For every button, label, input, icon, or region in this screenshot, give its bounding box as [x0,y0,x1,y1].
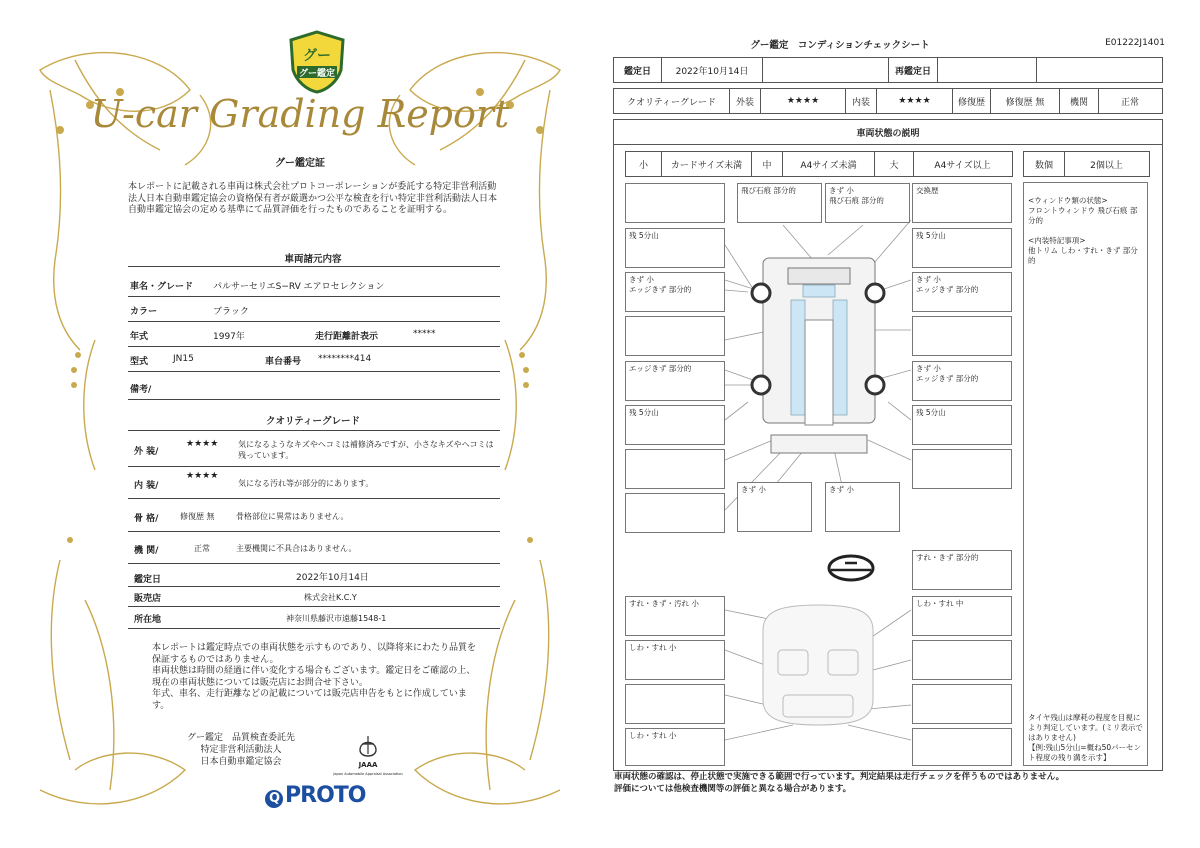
condition-box: きず 小 飛び石痕 部分的 [825,183,910,223]
condition-box: 残 5分山 [912,228,1012,268]
row-color [128,297,500,322]
condition-box: きず 小 エッジきず 部分的 [625,272,725,312]
goo-appraisal-logo [287,30,347,94]
condition-box: きず 小 エッジきず 部分的 [912,361,1012,401]
condition-box: 飛び石痕 部分的 [737,183,822,223]
condition-box [625,316,725,356]
condition-box: すれ・きず 部分的 [912,550,1012,590]
interior-comment: 気になる汚れ等が部分的にあります。 [238,479,374,488]
condition-box: きず 小 [825,482,900,532]
row-remarks [128,375,500,400]
size-large-desc: A4サイズ以上 [934,160,991,171]
size-large: 大 [875,152,914,176]
sheet-title: グー鑑定 コンディションチェックシート [750,40,930,51]
certificate-intro: 本レポートに記載される車両は株式会社プロトコーポレーションが委託する特定非営利活動法人日本自動車鑑定協会の資格保有者が厳選かつ公平な検査を行い特定非営利活動法人日本自動車鑑定協会の定める基準にて品質評価を行ったものであることを証明する。 [128,182,498,215]
condition-box: しわ・すれ 小 [625,640,725,680]
reappraisal-label: 再鑑定日 [889,58,938,82]
condition-box [912,449,1012,489]
association-name: グー鑑定 品質検査委託先 特定非営利活動法人 日本自動車鑑定協会 [186,733,295,767]
color-value: ブラック [213,307,249,317]
condition-box: エッジきず 部分的 [625,361,725,401]
condition-box: きず 小 [737,482,812,532]
condition-box [625,684,725,724]
interior-label: 内装 [846,89,877,113]
engine-value: 正常 [1120,97,1139,108]
engine-comment: 主要機関に不具合はありません。 [236,544,357,553]
frame-comment: 骨格部位に異常はありません。 [236,512,349,521]
condition-box: 残 5分山 [625,405,725,445]
row-exterior [128,434,500,467]
quality-label: クオリティーグレード [614,89,730,113]
name-value: パルサーセリエS−RV エアロセレクション [213,282,385,292]
reappraisal-value [938,58,1037,82]
proto-mark-icon: Q [265,790,283,808]
certificate-note: 本レポートは鑑定時点での車両状態を示すものであり、以降将来にわたり品質を保証するものではありません。 車両状態は時間の経過に伴い変化する場合もございます。鑑定日をご確認の上、現在の車両状態については販売店にお問合せ下さい。 年式、車名、走行距離などの記載については販売店申告をもとに作成しています。 [152,643,477,711]
frame-value: 修復歴 無 [180,512,215,521]
logo-text: グー鑑定 [298,69,336,79]
sheet-footnote: 車両状態の確認は、停止状態で実施できる範囲で行っています。判定結果は走行チェックを伴うものではありません。 評価については他検査機関等の評価と異なる場合があります。 [614,772,1065,794]
repair-value: 修復歴 無 [991,89,1060,113]
interior-stars: ★★★★ [877,89,953,113]
tire-note: タイヤ残山は摩耗の程度を目視により判定しています。(ミリ表示ではありません) 【例:残山5分山=概ね50パーセント程度の残り溝を示す】 [1028,713,1143,762]
year-label: 年式 [130,332,149,342]
dealer-value: 株式会社K.C.Y [304,593,357,602]
engine-label: 機 関/ [134,546,159,556]
size-mid-desc: A4サイズ未満 [783,152,875,176]
exterior-label: 外装 [730,89,761,113]
proto-logo [265,783,365,808]
condition-box [912,728,1012,766]
size-mid: 中 [752,152,783,176]
desc-title: 車両状態の説明 [614,120,1162,145]
interior-label: 内 装/ [134,481,159,491]
engine-value: 正常 [194,544,210,553]
address-label: 所在地 [134,615,162,625]
row-engine [128,535,500,564]
interior-stars: ★★★★ [186,471,219,481]
size-legend [625,151,1013,177]
address-value: 神奈川県藤沢市遠藤1548-1 [286,614,387,623]
condition-box [912,640,1012,680]
condition-box: しわ・すれ 小 [625,728,725,766]
year-value: 1997年 [213,332,245,342]
date-label: 鑑定日 [134,575,162,585]
jaaa-text: JAAA [358,761,378,769]
size-small: 小 [626,152,662,176]
frame-label: 骨 格/ [134,514,159,524]
divider [128,266,500,267]
condition-box [912,316,1012,356]
row-model [128,347,500,372]
condition-box [625,449,725,489]
condition-box: しわ・すれ 中 [912,596,1012,636]
condition-box: 交換歴 [912,183,1012,223]
date-value: 2022年10月14日 [662,58,763,82]
condition-box: 残 5分山 [912,405,1012,445]
row-frame [128,503,500,532]
condition-box [912,684,1012,724]
quality-table [613,88,1163,114]
remarks-label: 備考/ [130,385,152,395]
name-label: 車名・グレード [130,282,194,292]
side-notes-panel [1023,182,1148,766]
row-date [128,566,500,587]
repair-label: 修復歴 [953,89,991,113]
exterior-label: 外 装/ [134,447,159,457]
blank-cell [763,58,889,82]
row-dealer [128,588,500,607]
date-table [613,57,1163,83]
divider [128,430,500,431]
size-small-desc: カードサイズ未満 [662,152,752,176]
engine-label: 機関 [1060,89,1099,113]
mileage-value: ***** [413,329,436,339]
model-value: JN15 [173,354,194,364]
count-label: 数個 [1024,152,1065,176]
condition-box: すれ・きず・汚れ 小 [625,596,725,636]
count-value: 2個以上 [1090,160,1123,171]
row-interior [128,470,500,499]
condition-box [625,493,725,533]
report-script-title: U-car Grading Report [90,92,510,136]
chassis-label: 車台番号 [265,357,302,367]
row-year [128,322,500,347]
certificate-heading: グー鑑定証 [275,158,325,169]
color-label: カラー [130,307,158,317]
model-label: 型式 [130,357,149,367]
proto-text: PROTO [285,783,366,808]
spec-section-title: 車両諸元内容 [284,254,342,265]
blank-cell [1037,58,1161,82]
side-notes: <ウィンドウ類の状態> フロントウィンドウ 飛び石痕 部分的 <内装特記事項> 他トリム しわ・すれ・きず 部分的 [1028,196,1138,265]
jaaa-logo [333,730,403,778]
sheet-code: E01222J1401 [1105,38,1165,48]
date-label: 鑑定日 [614,58,662,82]
condition-box: きず 小 エッジきず 部分的 [912,272,1012,312]
exterior-comment: 気になるようなキズやヘコミは補修済みですが、小さなキズやヘコミは残っています。 [238,440,494,460]
exterior-stars: ★★★★ [186,439,219,449]
quality-section-title: クオリティーグレード [265,416,361,427]
exterior-stars: ★★★★ [761,89,846,113]
jaaa-subtext: Japan Automobile Appraisal Association [333,772,403,776]
condition-box: 残 5分山 [625,228,725,268]
row-name-grade [128,272,500,297]
dealer-label: 販売店 [134,594,162,604]
steering-wheel-icon [829,556,873,580]
condition-box [625,183,725,223]
date-value: 2022年10月14日 [296,573,369,583]
svg-text:グー: グー [303,48,331,64]
mileage-label: 走行距離計表示 [315,332,379,342]
count-legend [1023,151,1150,177]
row-address [128,608,500,629]
chassis-value: ********414 [318,354,372,364]
